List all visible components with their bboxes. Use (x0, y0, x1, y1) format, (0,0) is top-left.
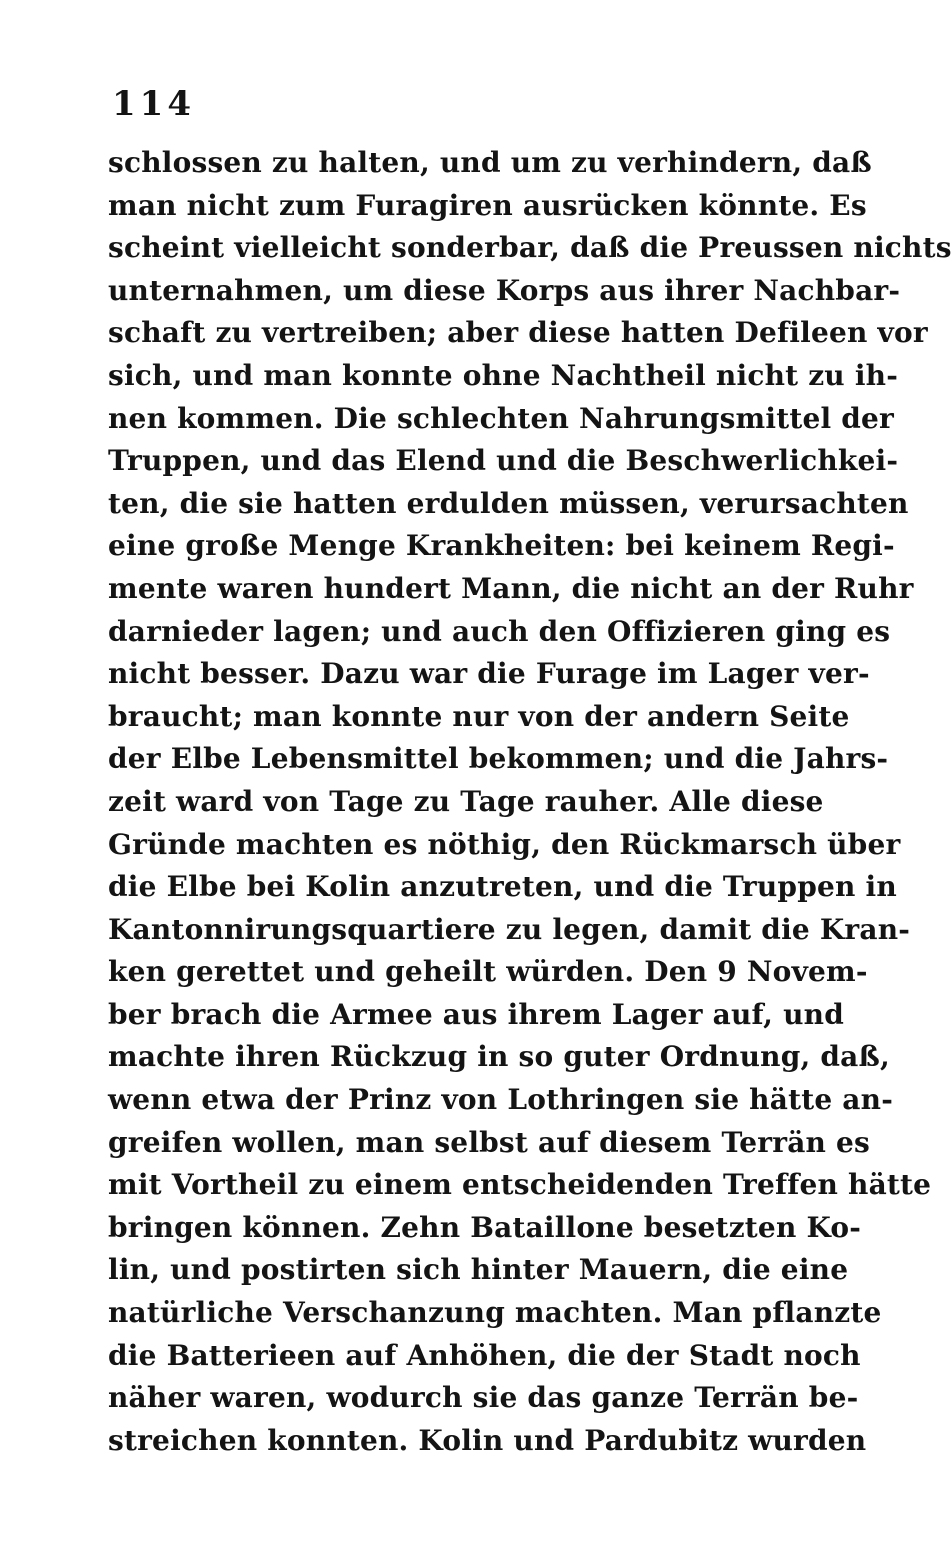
text-line: sich, und man konnte ohne Nachtheil nicht zu ih- (108, 358, 899, 392)
text-line: braucht; man konnte nur von der andern Seite (108, 699, 850, 733)
text-line: der Elbe Lebensmittel bekommen; und die Jahrs- (108, 742, 889, 776)
text-line: ken gerettet und geheilt würden. Den 9 Novem- (108, 955, 868, 989)
text-line: Kantonnirungsquartiere zu legen, damit die Kran- (108, 912, 911, 946)
text-line: die Elbe bei Kolin anzutreten, und die Truppen in (108, 870, 897, 904)
text-line: bringen können. Zehn Bataillone besetzten Ko- (108, 1210, 862, 1244)
body-text (108, 142, 952, 1462)
text-line: natürliche Verschanzung machten. Man pflanzte (108, 1296, 882, 1330)
text-line: ten, die sie hatten erdulden müssen, verursachten (108, 486, 909, 520)
text-line: man nicht zum Furagiren ausrücken könnte. Es (108, 188, 867, 222)
page-number: 114 (112, 84, 195, 124)
text-line: Gründe machten es nöthig, den Rückmarsch über (108, 827, 901, 861)
text-line: die Batterieen auf Anhöhen, die der Stadt noch (108, 1338, 861, 1372)
text-line: lin, und postirten sich hinter Mauern, die eine (108, 1253, 849, 1287)
text-line: greifen wollen, man selbst auf diesem Terrän es (108, 1125, 871, 1159)
text-line: nicht besser. Dazu war die Furage im Lager ver- (108, 657, 870, 691)
text-line: nen kommen. Die schlechten Nahrungsmittel der (108, 401, 895, 435)
text-line: schlossen zu halten, und um zu verhindern, daß (108, 146, 872, 179)
text-line: wenn etwa der Prinz von Lothringen sie hätte an- (108, 1083, 894, 1117)
text-line: darnieder lagen; und auch den Offizieren ging es (108, 614, 891, 648)
text-line: eine große Menge Krankheiten: bei keinem Regi- (108, 529, 895, 563)
text-line: ber brach die Armee aus ihrem Lager auf, und (108, 997, 844, 1031)
text-line: Truppen, und das Elend und die Beschwerlichkei- (108, 444, 899, 478)
text-line: näher waren, wodurch sie das ganze Terrän be- (108, 1381, 859, 1415)
text-line: streichen konnten. Kolin und Pardubitz wurden (108, 1423, 867, 1457)
text-line: scheint vielleicht sonderbar, daß die Preussen nichts (108, 231, 952, 265)
text-line: mente waren hundert Mann, die nicht an der Ruhr (108, 571, 914, 605)
text-line: unternahmen, um diese Korps aus ihrer Nachbar- (108, 273, 901, 307)
text-line: machte ihren Rückzug in so guter Ordnung, daß, (108, 1040, 890, 1074)
text-line: schaft zu vertreiben; aber diese hatten Defileen vor (108, 316, 928, 350)
text-line: zeit ward von Tage zu Tage rauher. Alle diese (108, 784, 824, 818)
text-line: mit Vortheil zu einem entscheidenden Treffen hätte (108, 1168, 932, 1202)
